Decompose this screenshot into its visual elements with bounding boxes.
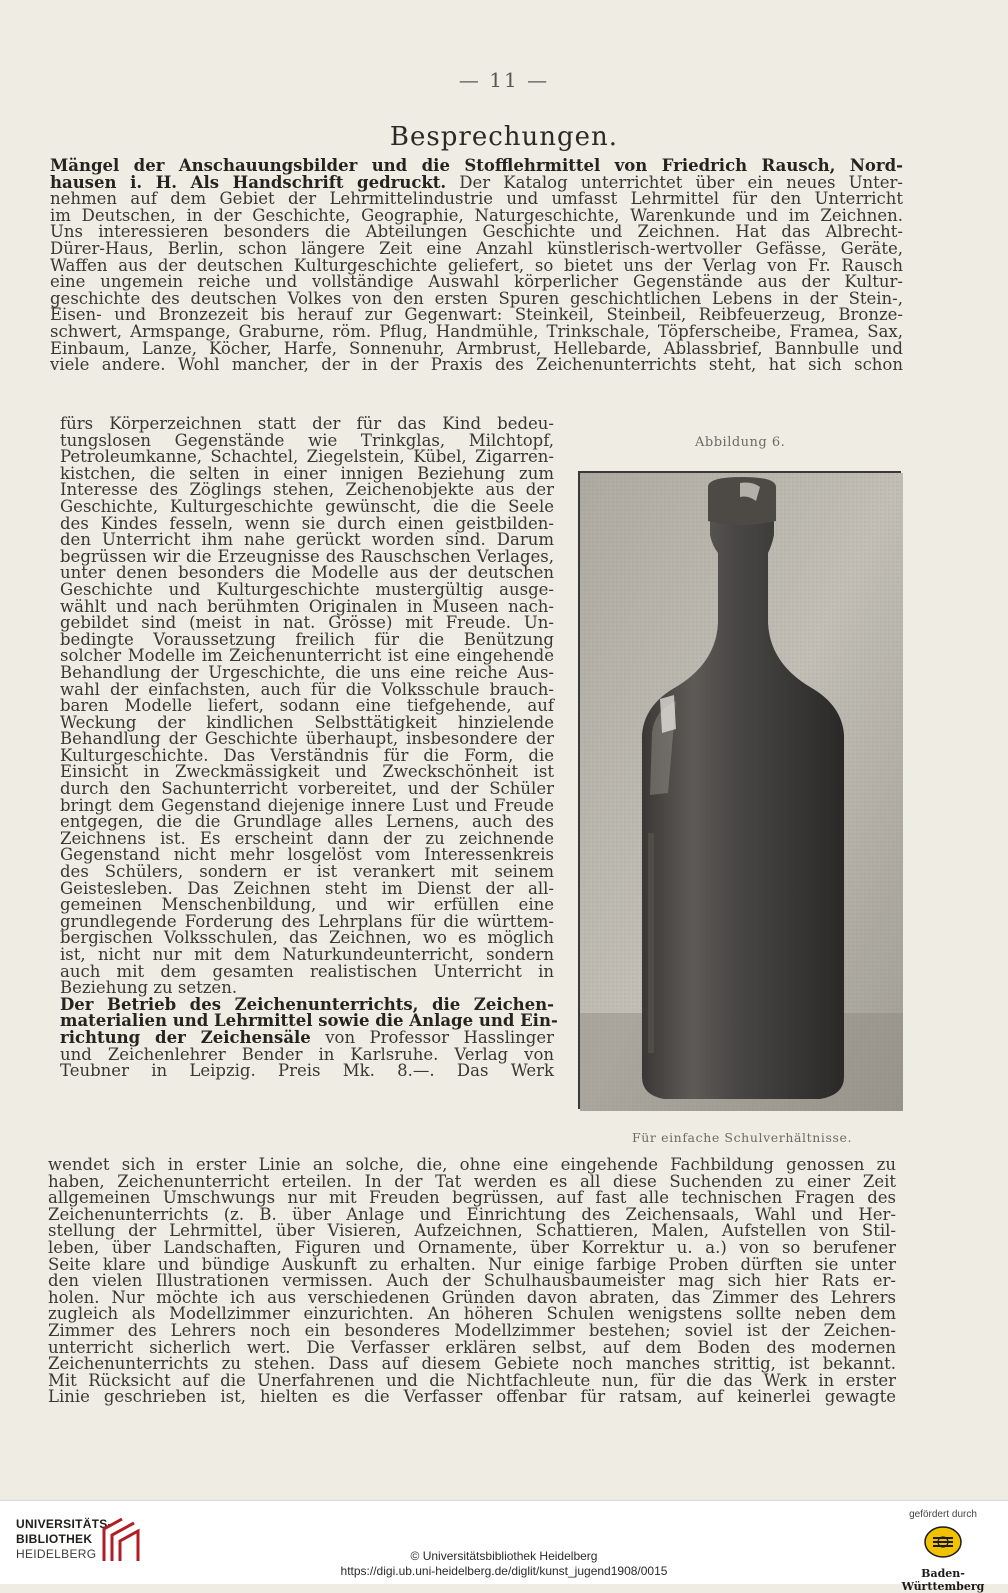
body-text: bergischen Volksschulen, das Zeichnen, wo es möglich bbox=[60, 928, 554, 948]
body-text: von Professor Hasslinger bbox=[310, 1027, 554, 1047]
left-column-text bbox=[60, 414, 558, 1081]
body-text: Gegenstand nicht mehr losgelöst vom Interessenkreis bbox=[60, 845, 554, 865]
body-text: stellung der Lehrmittel, über Visieren, Aufzeichnen, Schattieren, Malen, Aufstellen von Stil- bbox=[48, 1221, 896, 1241]
body-text: Teubner in Leipzig. Preis Mk. 8.—. Das Werk bbox=[60, 1061, 554, 1081]
body-text: ist, nicht nur mit dem Naturkundeunterricht, sondern bbox=[60, 945, 554, 964]
figure-caption: Für einfache Schulverhältnisse. bbox=[632, 1130, 853, 1145]
body-text: Waffen aus der deutschen Kulturgeschichte geliefert, so bietet uns der Verlag von Fr. Rausch bbox=[50, 255, 903, 275]
body-text: Petroleumkanne, Schachtel, Ziegelstein, Kübel, Zigarren- bbox=[60, 447, 554, 467]
body-text: holen. Nur möchte ich aus verschiedenen Gründen davon abraten, das Zimmer des Lehrers bbox=[48, 1287, 896, 1307]
body-text: Einbaum, Lanze, Köcher, Harfe, Sonnenuhr, Armbrust, Hellebarde, Ablassbrief, Bannbulle und bbox=[50, 338, 903, 358]
body-text: Interesse des Zöglings stehen, Zeichenobjekte aus der bbox=[60, 480, 554, 500]
body-text: des Schülers, sondern er ist verankert mit seinem bbox=[60, 862, 554, 882]
body-text: Eisen- und Bronzezeit bis herauf zur Gegenwart: Steinkeil, Steinbeil, Reibfeuerzeug, Bronze- bbox=[50, 305, 903, 325]
body-text: unter denen besonders die Modelle aus der deutschen bbox=[60, 563, 554, 583]
bold-title-text: materialien und Lehrmittel sowie die Anlage und Ein- bbox=[60, 1011, 558, 1031]
body-text: Zeichnens ist. Es erscheint dann der zu zeichnende bbox=[60, 828, 554, 848]
body-text: Mit Rücksicht auf die Unerfahrenen und die Nichtfachleute nun, für die das Werk in erster bbox=[48, 1370, 896, 1390]
state-name: Baden-Württemberg bbox=[901, 1567, 985, 1593]
body-text: fürs Körperzeichnen statt der für das Kind bedeu- bbox=[60, 414, 554, 433]
body-text: im Deutschen, in der Geschichte, Geographie, Naturgeschichte, Warenkunde und im Zeichnen. bbox=[50, 205, 903, 225]
body-text: solcher Modelle im Zeichenunterricht ist eine eingehende bbox=[60, 646, 554, 666]
library-name-line2: BIBLIOTHEK bbox=[16, 1532, 93, 1546]
body-text: haben, Zeichenunterricht erteilen. In der Tat werden es all diese Suchenden zu einer Zeit bbox=[48, 1171, 896, 1191]
bold-title-text: Der Betrieb des Zeichenunterrichts, die Zeichen- bbox=[60, 994, 554, 1014]
body-text: Dürer-Haus, Berlin, schon längere Zeit eine Anzahl künstlerisch-wertvoller Gefässe, Geräte, bbox=[50, 238, 903, 258]
body-text: nehmen auf dem Gebiet der Lehrmittelindustrie und umfasst Lehrmittel für den Unterricht bbox=[50, 189, 903, 209]
body-text: gebildet sind (meist in nat. Grösse) mit Freude. Un- bbox=[60, 613, 554, 633]
section-title: Besprechungen. bbox=[389, 122, 619, 152]
text-line bbox=[60, 1063, 554, 1080]
body-text: kistchen, die selten in einer innigen Beziehung zum bbox=[60, 463, 554, 483]
page-number: — 11 — bbox=[458, 68, 550, 92]
funded-by-label: gefördert durch bbox=[909, 1509, 977, 1520]
state-seal-icon bbox=[921, 1524, 965, 1560]
bottom-paragraph bbox=[48, 1157, 896, 1406]
body-text: entgegen, die die Grundlage alles Lernens, auch des bbox=[60, 812, 554, 832]
body-text: Geschichte und Kulturgeschichte mustergültig ausge- bbox=[60, 579, 554, 599]
body-text: tungslosen Gegenstände wie Trinkglas, Milchtopf, bbox=[60, 430, 554, 450]
body-text: Behandlung der Geschichte überhaupt, insbesondere der bbox=[60, 729, 554, 749]
copyright-notice: © Universitätsbibliothek Heidelberg bbox=[410, 1549, 598, 1563]
body-text: durch den Sachunterricht vorbereitet, und der Schüler bbox=[60, 779, 554, 799]
funding-logo bbox=[888, 1509, 998, 1593]
body-text: schwert, Armspange, Graburne, röm. Pflug, Handmühle, Trinkschale, Töpferscheibe, Framea, Sax, bbox=[50, 321, 903, 341]
text-line bbox=[48, 1389, 896, 1406]
body-text: und Zeichenlehrer Bender in Karlsruhe. Verlag von bbox=[60, 1044, 554, 1064]
body-text: Geistesleben. Das Zeichnen steht im Dienst der all- bbox=[60, 878, 554, 898]
body-text: bedingte Voraussetzung freilich für die Benützung bbox=[60, 629, 554, 649]
body-text: unterricht sicherlich wert. Die Verfasser erklären selbst, auf dem Boden des modernen bbox=[48, 1337, 896, 1357]
body-text: bringt dem Gegenstand diejenige innere Lust und Freude bbox=[60, 795, 554, 815]
text-line bbox=[50, 357, 903, 374]
body-text: des Kindes fesseln, wenn sie durch einen geistbilden- bbox=[60, 513, 554, 533]
body-text: Zeichenunterrichts (z. B. über Anlage und Einrichtung des Zeichensaals, Wahl und Her- bbox=[48, 1204, 896, 1224]
body-text: allgemeinen Umschwungs nur mit Freuden begrüssen, auf fast alle technischen Fragen des bbox=[48, 1188, 896, 1208]
body-text: leben, über Landschaften, Figuren und Ornamente, über Korrektur u. a.) von so berufener bbox=[48, 1237, 896, 1257]
body-text: wählt und nach berühmten Originalen in Museen nach- bbox=[60, 596, 554, 616]
bottle-illustration bbox=[580, 473, 903, 1111]
body-text: Behandlung der Urgeschichte, die uns eine reiche Aus- bbox=[60, 662, 554, 682]
body-text: geschichte des deutschen Volkes von den ersten Spuren geschichtlichen Lebens in der Stein-, bbox=[50, 288, 903, 308]
body-text: Seite klare und bündige Auskunft zu erhalten. Nur einige farbige Proben dürften sie unter bbox=[48, 1254, 896, 1274]
body-text: wahl der einfachsten, auch für die Volksschule brauch- bbox=[60, 679, 554, 699]
top-paragraph bbox=[50, 158, 903, 374]
body-text: Linie geschrieben ist, hielten es die Verfasser offenbar für ratsam, auf keinerlei gewagte bbox=[48, 1387, 896, 1407]
library-name-line1: UNIVERSITÄTS- bbox=[16, 1517, 112, 1531]
body-text: den Unterricht ihm nahe gerückt worden sind. Darum bbox=[60, 530, 554, 550]
body-text: auch mit dem gesamten realistischen Unterricht in bbox=[60, 961, 554, 981]
body-text: Zimmer des Lehrers noch ein besonderes Modellzimmer bestehen; soviel ist der Zeichen- bbox=[48, 1320, 896, 1340]
body-text: Der Katalog unterrichtet über ein neues Unter- bbox=[446, 172, 903, 192]
body-text: grundlegende Forderung des Lehrplans für die württem- bbox=[60, 911, 554, 931]
body-text: baren Modelle liefert, sodann eine tiefgehende, auf bbox=[60, 696, 554, 716]
bold-title-text: richtung der Zeichensäle bbox=[60, 1027, 311, 1047]
body-text: Einsicht in Zweckmässigkeit und Zweckschönheit ist bbox=[60, 762, 554, 782]
bold-title-text: Mängel der Anschauungsbilder und die Stofflehrmittel von Friedrich Rausch, Nord- bbox=[50, 156, 903, 175]
library-name-line3: HEIDELBERG bbox=[16, 1547, 97, 1561]
body-text: Kulturgeschichte. Das Verständnis für die Form, die bbox=[60, 745, 554, 765]
body-text: den vielen Illustrationen vermissen. Auch der Schulhausbaumeister mag sich hier Rats er- bbox=[48, 1271, 896, 1291]
footer-bar bbox=[0, 1500, 1008, 1593]
body-text: wendet sich in erster Linie an solche, die, ohne eine eingehende Fachbildung genossen zu bbox=[48, 1155, 896, 1174]
body-text: Beziehung zu setzen. bbox=[60, 978, 238, 998]
body-text: Uns interessieren besonders die Abteilungen Geschichte und Zeichnen. Hat das Albrecht- bbox=[50, 222, 903, 242]
permalink-url[interactable]: https://digi.ub.uni-heidelberg.de/diglit/kunst_jugend1908/0015 bbox=[340, 1564, 668, 1578]
body-text: gemeinen Menschenbildung, und wir erfüllen eine bbox=[60, 895, 554, 915]
body-text: eine ungemein reiche und vollständige Auswahl körperlicher Gegenstände aus der Kultur- bbox=[50, 272, 903, 292]
figure-label: Abbildung 6. bbox=[695, 435, 786, 450]
body-text: Weckung der kindlichen Selbsttätigkeit hinzielende bbox=[60, 712, 554, 732]
bold-title-text: hausen i. H. Als Handschrift gedruckt. bbox=[50, 172, 447, 192]
body-text: Zeichenunterrichts zu stehen. Dass auf diesem Gebiete noch manches strittig, ist bekannt. bbox=[48, 1354, 896, 1374]
body-text: viele andere. Wohl mancher, der in der Praxis des Zeichenunterrichts steht, hat sich schon bbox=[50, 355, 903, 375]
figure-bottle-photo bbox=[578, 471, 901, 1109]
body-text: zugleich als Modellzimmer einzurichten. An höheren Schulen wenigstens sollte neben dem bbox=[48, 1304, 896, 1324]
body-text: Geschichte, Kulturgeschichte gewünscht, die die Seele bbox=[60, 496, 554, 516]
body-text: begrüssen wir die Erzeugnisse des Rauschschen Verlages, bbox=[60, 546, 554, 566]
